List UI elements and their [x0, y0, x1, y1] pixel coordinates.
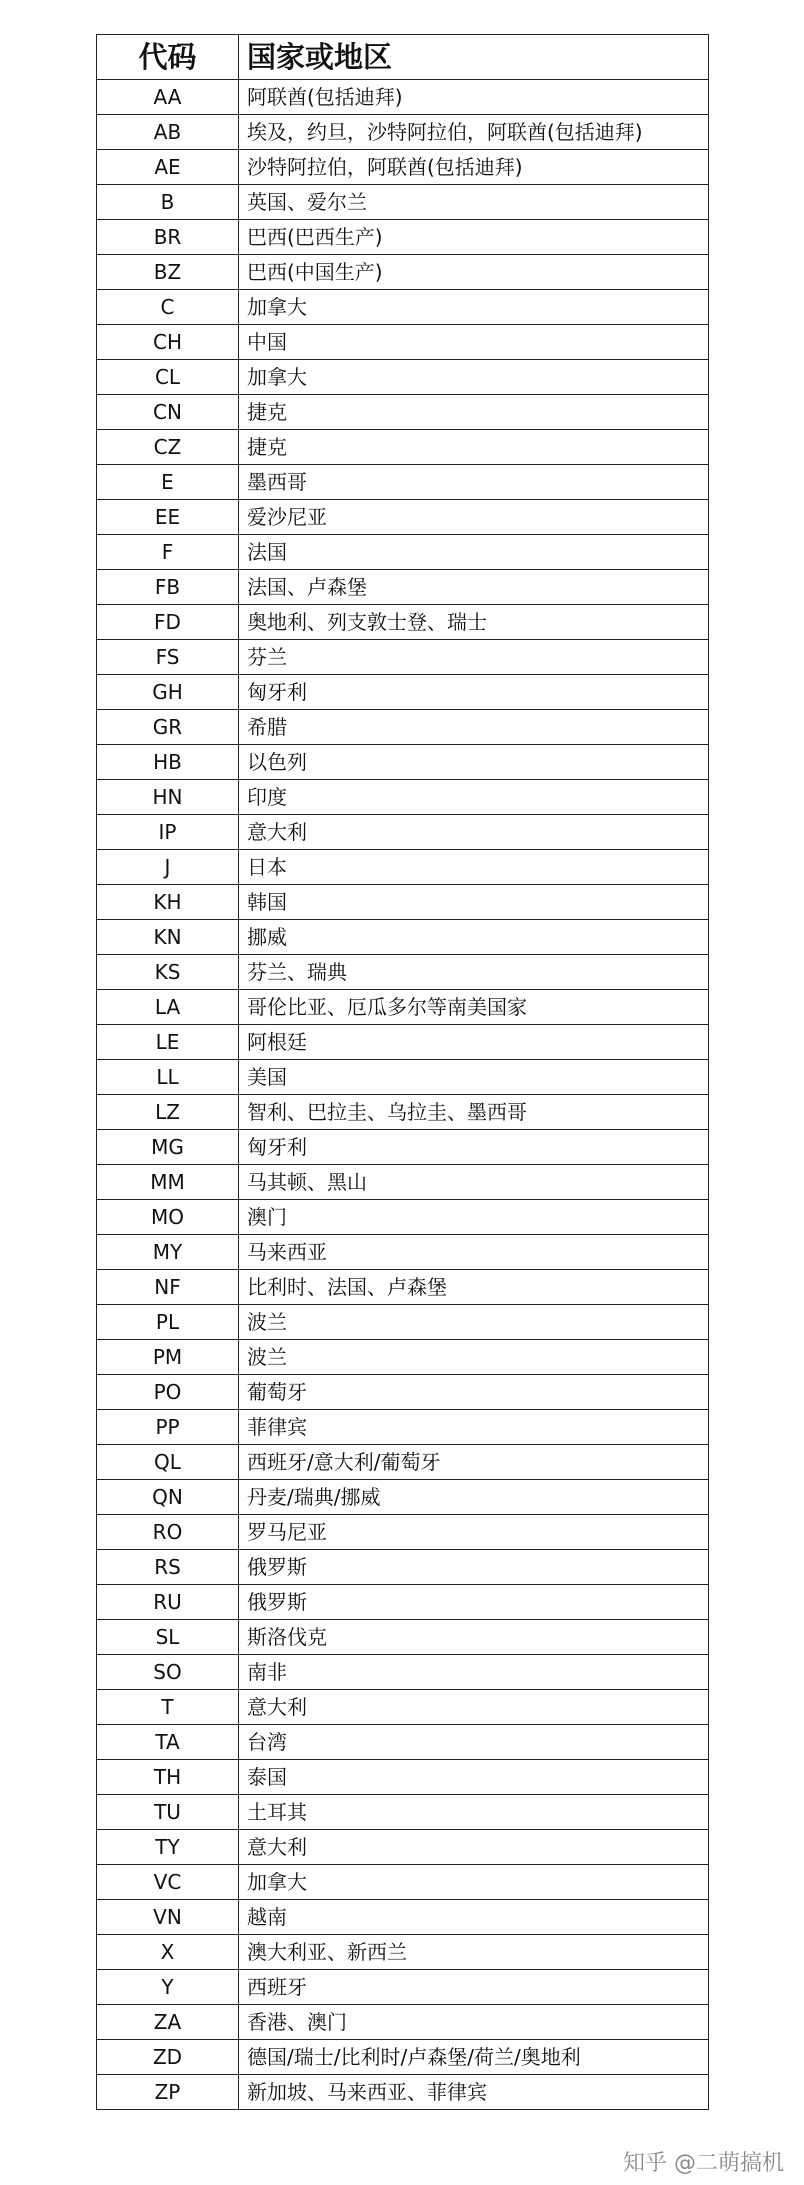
cell-region: 土耳其	[239, 1795, 709, 1830]
cell-code: LZ	[97, 1095, 239, 1130]
cell-region: 中国	[239, 325, 709, 360]
cell-region: 英国、爱尔兰	[239, 185, 709, 220]
table-row	[97, 815, 709, 850]
cell-region: 丹麦/瑞典/挪威	[239, 1480, 709, 1515]
cell-code: GH	[97, 675, 239, 710]
table-row	[97, 605, 709, 640]
cell-region: 菲律宾	[239, 1410, 709, 1445]
cell-region: 泰国	[239, 1760, 709, 1795]
table-row	[97, 1270, 709, 1305]
cell-code: VC	[97, 1865, 239, 1900]
cell-region: 阿联酋(包括迪拜)	[239, 80, 709, 115]
table-row	[97, 990, 709, 1025]
table-row	[97, 780, 709, 815]
table-row	[97, 1830, 709, 1865]
country-code-table	[96, 34, 709, 2110]
watermark: 知乎 @二萌搞机	[623, 2151, 784, 2176]
cell-region: 比利时、法国、卢森堡	[239, 1270, 709, 1305]
cell-code: PM	[97, 1340, 239, 1375]
cell-region: 加拿大	[239, 360, 709, 395]
table-row	[97, 1410, 709, 1445]
table-row	[97, 1690, 709, 1725]
table-row	[97, 1655, 709, 1690]
cell-code: NF	[97, 1270, 239, 1305]
cell-code: MM	[97, 1165, 239, 1200]
cell-code: AB	[97, 115, 239, 150]
cell-code: B	[97, 185, 239, 220]
cell-region: 巴西(中国生产)	[239, 255, 709, 290]
table-row	[97, 955, 709, 990]
table-row	[97, 500, 709, 535]
cell-code: LL	[97, 1060, 239, 1095]
cell-region: 香港、澳门	[239, 2005, 709, 2040]
table-row	[97, 360, 709, 395]
table-row	[97, 1620, 709, 1655]
cell-region: 以色列	[239, 745, 709, 780]
cell-code: PP	[97, 1410, 239, 1445]
table-row	[97, 675, 709, 710]
table-row	[97, 1200, 709, 1235]
table-row	[97, 1585, 709, 1620]
cell-region: 德国/瑞士/比利时/卢森堡/荷兰/奥地利	[239, 2040, 709, 2075]
cell-code: CN	[97, 395, 239, 430]
cell-code: GR	[97, 710, 239, 745]
cell-region: 斯洛伐克	[239, 1620, 709, 1655]
cell-region: 沙特阿拉伯，阿联酋(包括迪拜)	[239, 150, 709, 185]
cell-code: CH	[97, 325, 239, 360]
cell-code: F	[97, 535, 239, 570]
table-row	[97, 1515, 709, 1550]
table-row	[97, 1095, 709, 1130]
table-row	[97, 1900, 709, 1935]
cell-code: RU	[97, 1585, 239, 1620]
cell-code: QN	[97, 1480, 239, 1515]
table-row	[97, 920, 709, 955]
cell-region: 埃及，约旦，沙特阿拉伯，阿联酋(包括迪拜)	[239, 115, 709, 150]
cell-region: 挪威	[239, 920, 709, 955]
cell-code: FB	[97, 570, 239, 605]
cell-region: 匈牙利	[239, 1130, 709, 1165]
cell-code: BR	[97, 220, 239, 255]
cell-code: PO	[97, 1375, 239, 1410]
cell-code: X	[97, 1935, 239, 1970]
cell-code: EE	[97, 500, 239, 535]
cell-code: FD	[97, 605, 239, 640]
cell-region: 法国、卢森堡	[239, 570, 709, 605]
table-row	[97, 570, 709, 605]
cell-region: 墨西哥	[239, 465, 709, 500]
cell-code: RO	[97, 1515, 239, 1550]
table-row	[97, 1865, 709, 1900]
table-row	[97, 395, 709, 430]
table-row	[97, 255, 709, 290]
cell-region: 意大利	[239, 1690, 709, 1725]
table-row	[97, 2005, 709, 2040]
table-row	[97, 1480, 709, 1515]
cell-region: 葡萄牙	[239, 1375, 709, 1410]
table-row	[97, 745, 709, 780]
cell-code: AE	[97, 150, 239, 185]
table-row	[97, 885, 709, 920]
table-row	[97, 150, 709, 185]
table-row	[97, 465, 709, 500]
cell-region: 匈牙利	[239, 675, 709, 710]
cell-code: MG	[97, 1130, 239, 1165]
cell-region: 波兰	[239, 1340, 709, 1375]
table-row	[97, 1165, 709, 1200]
table-row	[97, 1970, 709, 2005]
table-row	[97, 535, 709, 570]
cell-region: 台湾	[239, 1725, 709, 1760]
cell-region: 印度	[239, 780, 709, 815]
cell-code: KH	[97, 885, 239, 920]
cell-code: LA	[97, 990, 239, 1025]
cell-region: 马其顿、黑山	[239, 1165, 709, 1200]
cell-region: 马来西亚	[239, 1235, 709, 1270]
cell-code: TU	[97, 1795, 239, 1830]
cell-region: 俄罗斯	[239, 1585, 709, 1620]
cell-region: 捷克	[239, 395, 709, 430]
cell-code: CL	[97, 360, 239, 395]
table-row	[97, 1935, 709, 1970]
cell-code: VN	[97, 1900, 239, 1935]
cell-code: LE	[97, 1025, 239, 1060]
table-row	[97, 185, 709, 220]
cell-region: 捷克	[239, 430, 709, 465]
cell-code: ZA	[97, 2005, 239, 2040]
cell-code: PL	[97, 1305, 239, 1340]
table-row	[97, 1445, 709, 1480]
table-row	[97, 290, 709, 325]
cell-region: 加拿大	[239, 290, 709, 325]
cell-code: IP	[97, 815, 239, 850]
table-row	[97, 430, 709, 465]
cell-code: TA	[97, 1725, 239, 1760]
table-row	[97, 1340, 709, 1375]
cell-region: 意大利	[239, 815, 709, 850]
cell-region: 美国	[239, 1060, 709, 1095]
table-row	[97, 1725, 709, 1760]
cell-code: MY	[97, 1235, 239, 1270]
cell-region: 日本	[239, 850, 709, 885]
table-row	[97, 220, 709, 255]
cell-region: 芬兰、瑞典	[239, 955, 709, 990]
cell-code: TY	[97, 1830, 239, 1865]
table-row	[97, 2075, 709, 2110]
table-row	[97, 325, 709, 360]
cell-region: 波兰	[239, 1305, 709, 1340]
cell-code: C	[97, 290, 239, 325]
cell-code: SO	[97, 1655, 239, 1690]
table-row	[97, 115, 709, 150]
table-row	[97, 1130, 709, 1165]
table-row	[97, 80, 709, 115]
cell-region: 加拿大	[239, 1865, 709, 1900]
table-row	[97, 850, 709, 885]
cell-code: KN	[97, 920, 239, 955]
cell-code: ZD	[97, 2040, 239, 2075]
cell-region: 爱沙尼亚	[239, 500, 709, 535]
cell-region: 俄罗斯	[239, 1550, 709, 1585]
cell-code: HB	[97, 745, 239, 780]
cell-code: TH	[97, 1760, 239, 1795]
cell-region: 西班牙	[239, 1970, 709, 2005]
cell-region: 西班牙/意大利/葡萄牙	[239, 1445, 709, 1480]
cell-region: 澳大利亚、新西兰	[239, 1935, 709, 1970]
cell-code: T	[97, 1690, 239, 1725]
table-row	[97, 1550, 709, 1585]
cell-code: FS	[97, 640, 239, 675]
cell-code: KS	[97, 955, 239, 990]
cell-code: CZ	[97, 430, 239, 465]
cell-region: 智利、巴拉圭、乌拉圭、墨西哥	[239, 1095, 709, 1130]
cell-code: HN	[97, 780, 239, 815]
cell-region: 芬兰	[239, 640, 709, 675]
cell-region: 南非	[239, 1655, 709, 1690]
header-code: 代码	[97, 35, 239, 80]
table-row	[97, 2040, 709, 2075]
table-body	[97, 80, 709, 2110]
table-row	[97, 1235, 709, 1270]
cell-code: AA	[97, 80, 239, 115]
cell-region: 新加坡、马来西亚、菲律宾	[239, 2075, 709, 2110]
cell-code: BZ	[97, 255, 239, 290]
table-header-row	[97, 35, 709, 80]
table-row	[97, 710, 709, 745]
table-row	[97, 1305, 709, 1340]
cell-region: 罗马尼亚	[239, 1515, 709, 1550]
cell-code: RS	[97, 1550, 239, 1585]
cell-code: MO	[97, 1200, 239, 1235]
header-region: 国家或地区	[239, 35, 709, 80]
table-row	[97, 1760, 709, 1795]
cell-region: 意大利	[239, 1830, 709, 1865]
cell-region: 巴西(巴西生产)	[239, 220, 709, 255]
cell-region: 阿根廷	[239, 1025, 709, 1060]
cell-region: 法国	[239, 535, 709, 570]
cell-code: SL	[97, 1620, 239, 1655]
cell-code: E	[97, 465, 239, 500]
cell-code: J	[97, 850, 239, 885]
cell-code: Y	[97, 1970, 239, 2005]
cell-region: 澳门	[239, 1200, 709, 1235]
table-row	[97, 640, 709, 675]
table-row	[97, 1375, 709, 1410]
cell-code: ZP	[97, 2075, 239, 2110]
table-row	[97, 1025, 709, 1060]
cell-region: 奥地利、列支敦士登、瑞士	[239, 605, 709, 640]
cell-region: 哥伦比亚、厄瓜多尔等南美国家	[239, 990, 709, 1025]
table-row	[97, 1060, 709, 1095]
cell-region: 希腊	[239, 710, 709, 745]
cell-region: 越南	[239, 1900, 709, 1935]
cell-region: 韩国	[239, 885, 709, 920]
cell-code: QL	[97, 1445, 239, 1480]
table-row	[97, 1795, 709, 1830]
